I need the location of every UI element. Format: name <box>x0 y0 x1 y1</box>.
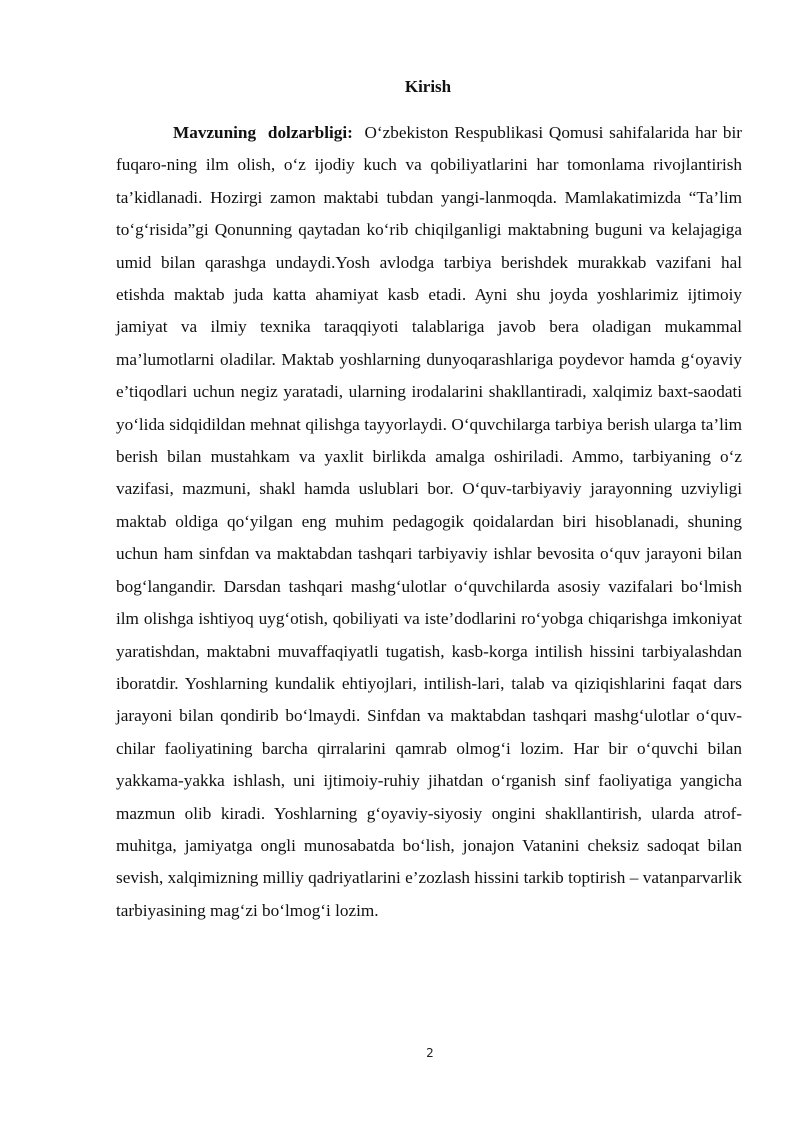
page-number: 2 <box>426 1046 434 1060</box>
body-paragraph <box>116 117 742 927</box>
lead-phrase: Mavzuning dolzarbligi: <box>173 123 353 142</box>
paragraph-text: O‘zbekiston Respublikasi Qomusi sahifalarida har bir fuqaro-ning ilm olish, o‘z ijodiy kuch va qobiliyatlarini har tomonlama rivojlantirish ta’kidlanadi. Hozirgi zamon maktabi tubdan yangi-lanmoqda. Mamlakatimizda “Ta’lim to‘g‘risida”gi Qonunning qaytadan ko‘rib chiqilganligi maktabning buguni va kelajagiga umid bilan qarashga undaydi.Yosh avlodga tarbiya berishdek murakkab vazifani hal etishda maktab juda katta ahamiyat kasb etadi. Ayni shu joyda yoshlarimiz ijtimoiy jamiyat va ilmiy texnika taraqqiyoti talablariga javob bera oladigan mukammal ma’lumotlarni oladilar. Maktab yoshlarning dunyoqarashlariga poydevor hamda g‘oyaviy e’tiqodlari uchun negiz yaratadi, ularning irodalarini shakllantiradi, xalqimiz baxt-saodati yo‘lida sidqidildan mehnat qilishga tayyorlaydi. O‘quvchilarga tarbiya berish ularga ta’lim berish bilan mustahkam va yaxlit birlikda amalga oshiriladi. Ammo, tarbiyaning o‘z vazifasi, mazmuni, shakl hamda uslublari bor. O‘quv-tarbiyaviy jarayonning uzviyligi maktab oldiga qo‘yilgan eng muhim pedagogik qoidalardan biri hisoblanadi, shuning uchun ham sinfdan va maktabdan tashqari tarbiyaviy ishlar bevosita o‘quv jarayoni bilan bog‘langandir. Darsdan tashqari mashg‘ulotlar o‘quvchilarda asosiy vazifalari bo‘lmish ilm olishga ishtiyoq uyg‘otish, qobiliyati va iste’dodlarini ro‘yobga chiqarishga imkoniyat yaratishdan, maktabni muvaffaqiyatli tugatish, kasb-korga intilish hissini tarbiyalashdan iboratdir. Yoshlarning kundalik ehtiyojlari, intilish-lari, talab va qiziqishlarini faqat dars jarayoni bilan qondirib bo‘lmaydi. Sinfdan va maktabdan tashqari mashg‘ulotlar o‘quv-chilar faoliyatining barcha qirralarini qamrab olmog‘i lozim. Har bir o‘quvchi bilan yakkama-yakka ishlash, uni ijtimoiy-ruhiy jihatdan o‘rganish sinf faoliyatiga yangicha mazmun olib kiradi. Yoshlarning g‘oyaviy-siyosiy ongini shakllantirish, ularda atrof-muhitga, jamiyatga ongli munosabatda bo‘lish, jonajon Vatanini cheksiz sadoqat bilan sevish, xalqimizning milliy qadriyatlarini e’zozlash hissini tarkib toptirish – vatanparvarlik tarbiyasining mag‘zi bo‘lmog‘i lozim. <box>116 123 742 920</box>
section-heading: Kirish <box>404 77 452 96</box>
